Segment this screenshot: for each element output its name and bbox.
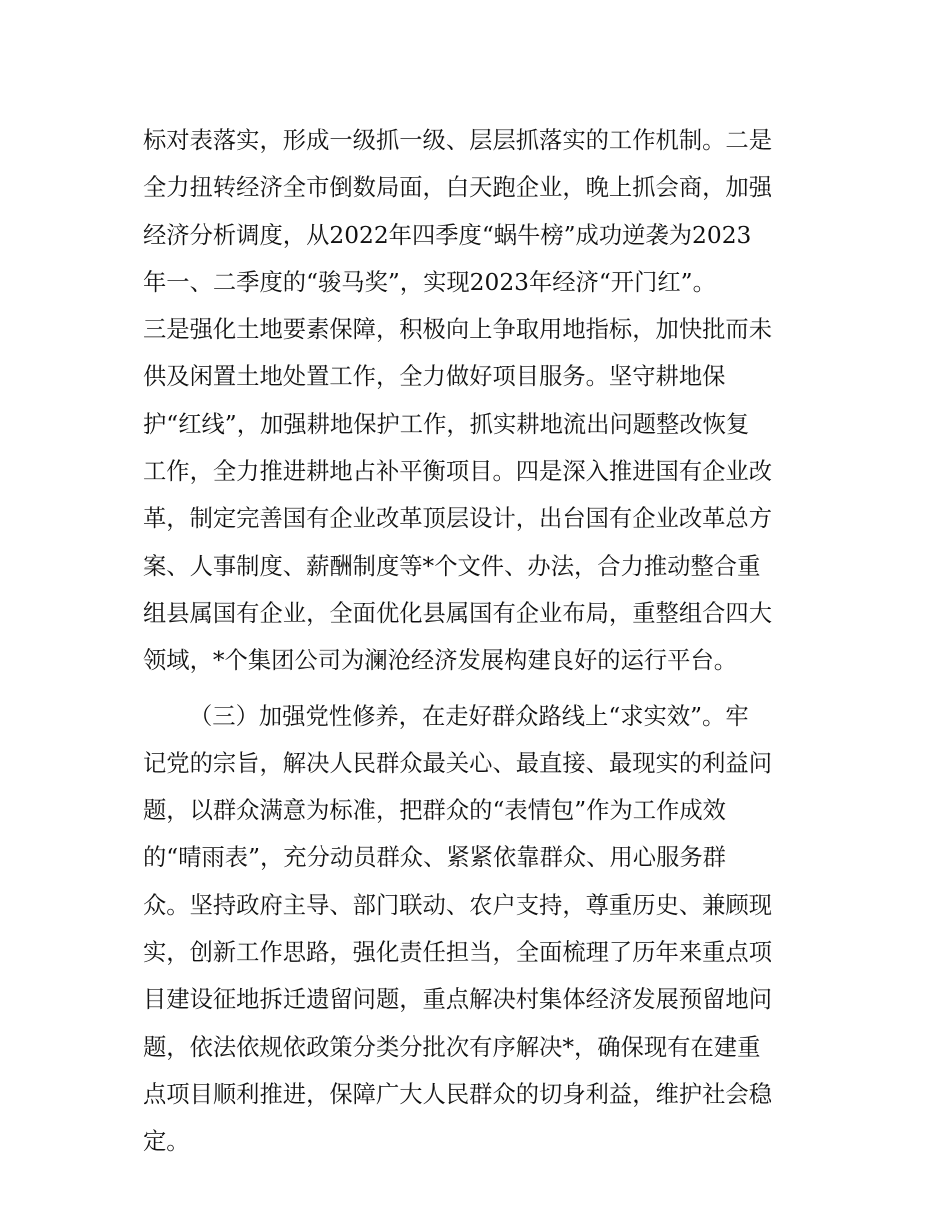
text-line: 领域，*个集团公司为澜沧经济发展构建良好的运行平台。 xyxy=(143,647,738,675)
text-line: 三是强化土地要素保障，积极向上争取用地指标，加快批而未 xyxy=(143,316,773,344)
text-line: 革，制定完善国有企业改革顶层设计，出台国有企业改革总方 xyxy=(143,505,773,533)
text-line: 的“晴雨表”，充分动员群众、紧紧依靠群众、用心服务群 xyxy=(143,844,726,872)
paragraph-gap xyxy=(143,685,813,693)
text-line: 题，依法依规依政策分类分批次有序解决*，确保现有在建重 xyxy=(143,1033,761,1061)
text-line: 实，创新工作思路，强化责任担当，全面梳理了历年来重点项 xyxy=(143,939,773,967)
text-line: 工作，全力推进耕地占补平衡项目。四是深入推进国有企业改 xyxy=(143,458,773,486)
text-line: 组县属国有企业，全面优化县属国有企业布局，重整组合四大 xyxy=(143,599,773,627)
text-line: 护“红线”，加强耕地保护工作，抓实耕地流出问题整改恢复 xyxy=(143,410,750,438)
document-body xyxy=(143,117,813,1166)
paragraph-1 xyxy=(143,117,813,685)
text-line: 供及闲置土地处置工作，全力做好项目服务。坚守耕地保 xyxy=(143,363,726,391)
text-line: （三）加强党性修养，在走好群众路线上“求实效”。牢 xyxy=(189,702,749,730)
text-line: 目建设征地拆迁遗留问题，重点解决村集体经济发展预留地问 xyxy=(143,986,773,1014)
text-line: 定。 xyxy=(143,1128,190,1156)
text-line: 标对表落实，形成一级抓一级、层层抓落实的工作机制。二是 xyxy=(143,127,773,154)
text-line: 众。坚持政府主导、部门联动、农户支持，尊重历史、兼顾现 xyxy=(143,891,773,919)
text-line: 年一、二季度的“骏马奖”，实现2023年经济“开门红”。 xyxy=(143,268,716,296)
text-line: 经济分析调度，从2022年四季度“蜗牛榜”成功逆袭为2023 xyxy=(143,221,752,249)
text-line: 案、人事制度、薪酬制度等*个文件、办法，合力推动整合重 xyxy=(143,552,761,580)
text-line: 全力扭转经济全市倒数局面，白天跑企业，晚上抓会商，加强 xyxy=(143,174,773,202)
text-line: 记党的宗旨，解决人民群众最关心、最直接、最现实的利益问 xyxy=(143,749,773,777)
paragraph-2 xyxy=(143,693,813,1166)
text-line: 题，以群众满意为标准，把群众的“表情包”作为工作成效 xyxy=(143,797,726,825)
text-line: 点项目顺利推进，保障广大人民群众的切身利益，维护社会稳 xyxy=(143,1080,773,1108)
